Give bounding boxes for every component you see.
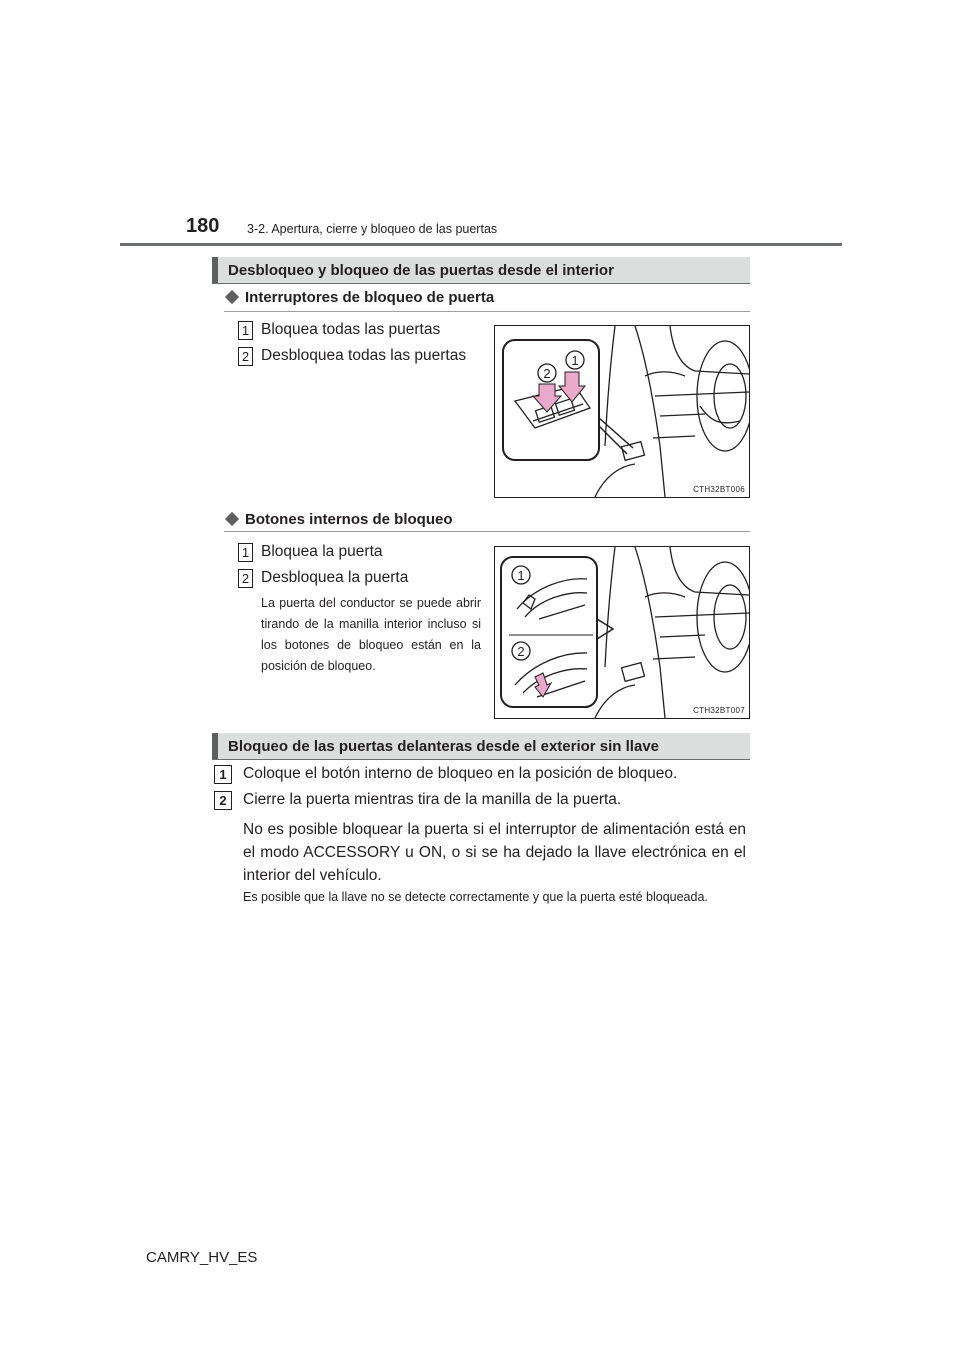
section-title: Desbloqueo y bloqueo de las puertas desde el interior <box>228 262 614 279</box>
section-tab-marker <box>212 257 218 283</box>
header-rule <box>120 243 842 246</box>
diamond-bullet-icon <box>225 512 239 526</box>
note-paragraph: Es posible que la llave no se detecte correctamente y que la puerta esté bloqueada. <box>243 890 708 904</box>
section-rule <box>212 759 750 760</box>
diamond-bullet-icon <box>225 290 239 304</box>
running-header: 3-2. Apertura, cierre y bloqueo de las puertas <box>247 222 498 236</box>
footer-model-code: CAMRY_HV_ES <box>146 1249 258 1266</box>
figure-lock-buttons <box>494 546 750 719</box>
item-number: 1 <box>238 321 253 340</box>
driver-door-note: La puerta del conductor se puede abrir tirando de la manilla interior incluso si los botones de bloqueo están en la posición de bloqueo. <box>261 596 481 673</box>
subheading-text: Botones internos de bloqueo <box>245 511 453 528</box>
item-number: 1 <box>238 543 253 562</box>
step-text: Coloque el botón interno de bloqueo en la posición de bloqueo. <box>243 765 678 782</box>
page-number: 180 <box>186 215 220 237</box>
item-text: Desbloquea todas las puertas <box>261 347 467 364</box>
item-number: 2 <box>238 347 253 366</box>
subheading-text: Interruptores de bloqueo de puerta <box>245 289 495 306</box>
figure-callout: 2 <box>517 644 525 659</box>
subheading-rule <box>224 531 750 532</box>
item-number: 2 <box>238 569 253 588</box>
subheading-lock-switches <box>224 289 494 306</box>
subheading-rule <box>224 311 750 312</box>
step-number: 1 <box>214 765 232 784</box>
item-text: Bloquea la puerta <box>261 543 383 560</box>
section-rule <box>212 283 750 284</box>
body-paragraph: No es posible bloquear la puerta si el interruptor de alimentación está en el modo ACCESSORY u ON, o si se ha dejado la llave electrónica en el interior del vehículo. <box>243 821 746 884</box>
item-text: Desbloquea la puerta <box>261 569 409 586</box>
door-lock-switch-illustration <box>495 326 749 497</box>
figure-callout: 2 <box>543 366 551 381</box>
item-text: Bloquea todas las puertas <box>261 321 441 338</box>
figure-code: CTH32BT007 <box>693 706 745 715</box>
figure-code: CTH32BT006 <box>693 485 745 494</box>
section-title-bar <box>212 733 750 759</box>
section-title-bar <box>212 257 750 283</box>
figure-door-lock-switch <box>494 325 750 498</box>
section-tab-marker <box>212 733 218 759</box>
step-number: 2 <box>214 791 232 810</box>
subheading-lock-buttons <box>224 511 453 528</box>
figure-callout: 1 <box>517 568 525 583</box>
lock-buttons-illustration <box>495 547 749 718</box>
section-title: Bloqueo de las puertas delanteras desde el exterior sin llave <box>228 738 660 755</box>
step-text: Cierre la puerta mientras tira de la manilla de la puerta. <box>243 791 622 808</box>
figure-callout: 1 <box>571 353 579 368</box>
